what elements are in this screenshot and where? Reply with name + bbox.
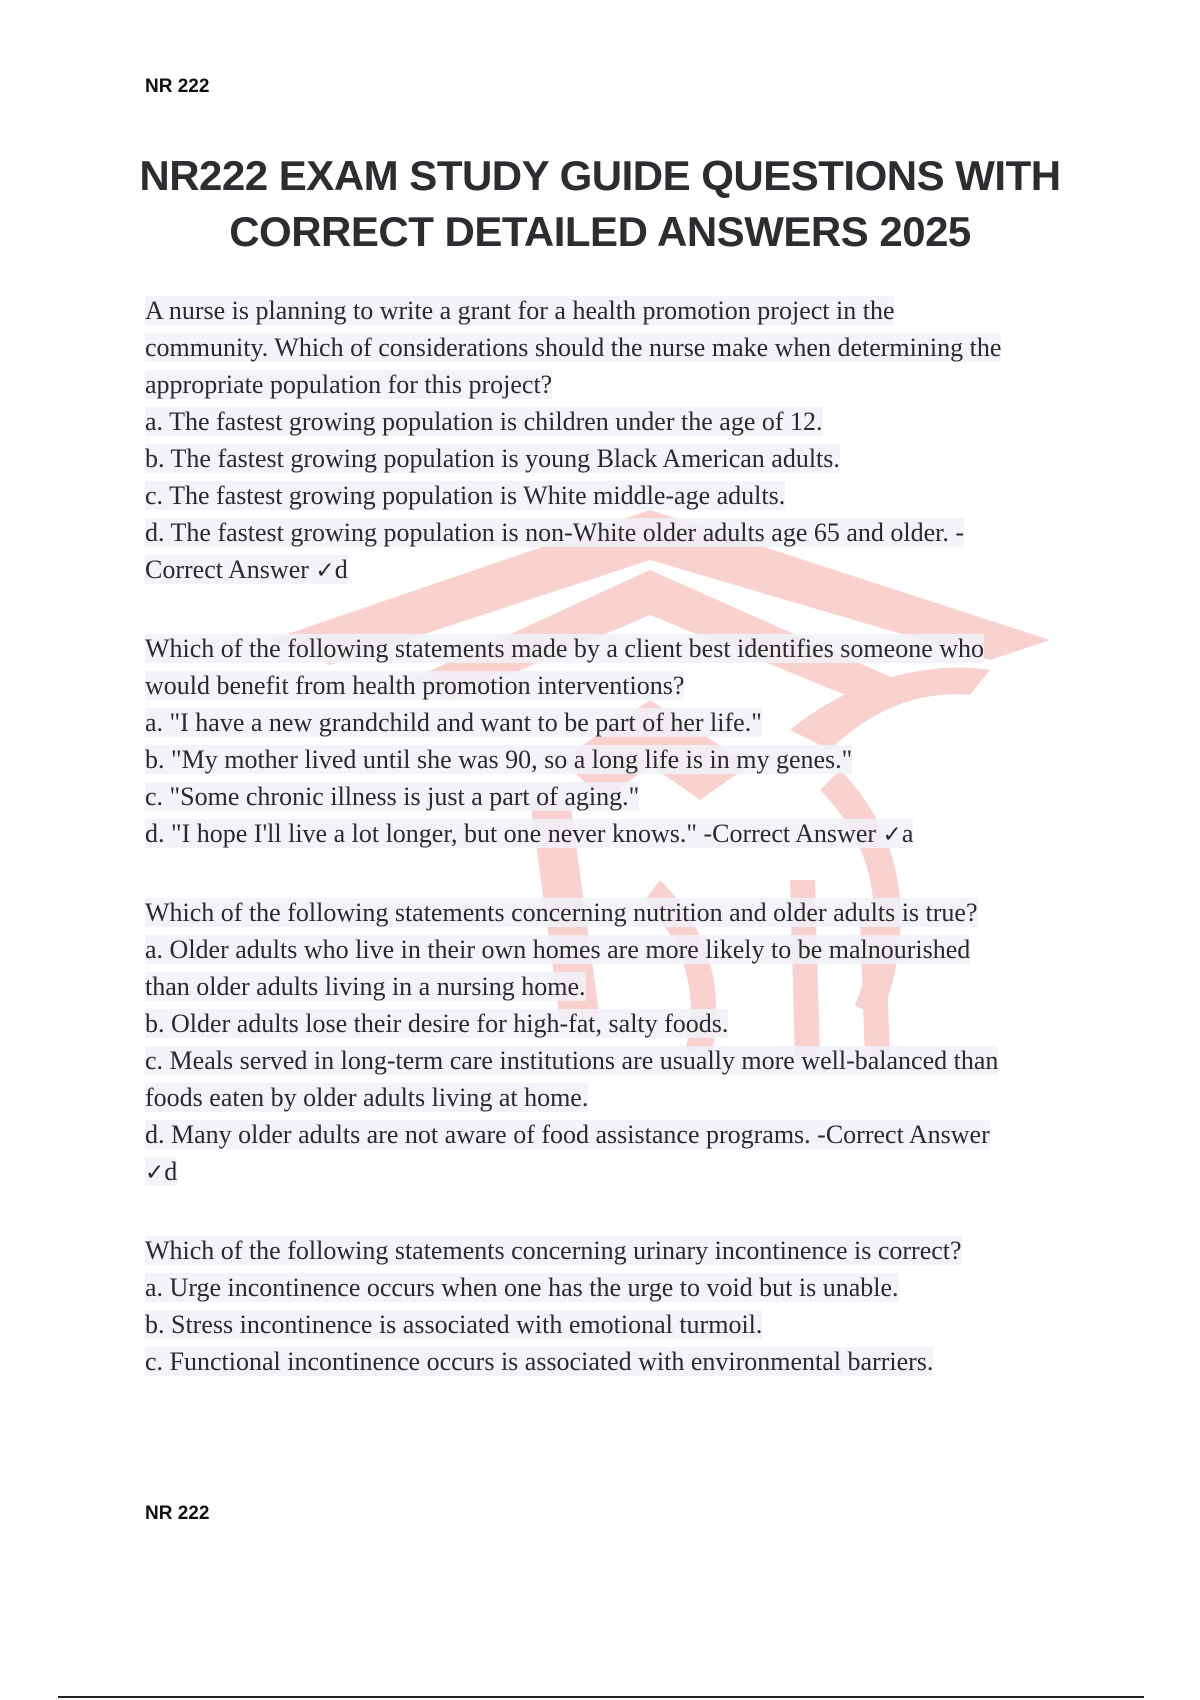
- answer-option: [145, 704, 1085, 741]
- correct-answer-value: d: [164, 1157, 178, 1186]
- question-stem-text: appropriate population for this project?: [145, 370, 553, 399]
- answer-option-text: a. "I have a new grandchild and want to be part of her life.": [145, 708, 762, 737]
- answer-option: [145, 1343, 1085, 1380]
- question-stem-line: [145, 329, 1085, 366]
- question-stem-text: Which of the following statements made by a client best identifies someone who: [145, 634, 985, 663]
- question-2: [145, 630, 1085, 854]
- answer-option-text: b. "My mother lived until she was 90, so a long life is in my genes.": [145, 745, 853, 774]
- answer-option-text: c. Meals served in long-term care institutions are usually more well-balanced than: [145, 1046, 999, 1075]
- correct-answer-line: [145, 551, 1085, 590]
- check-icon: ✓: [315, 558, 335, 584]
- answer-option-text: c. The fastest growing population is White middle-age adults.: [145, 481, 786, 510]
- question-stem-text: would benefit from health promotion interventions?: [145, 671, 685, 700]
- answer-option: [145, 931, 1085, 968]
- question-stem-line: [145, 1232, 1085, 1269]
- question-stem-line: [145, 630, 1085, 667]
- page-bottom-rule: [58, 1696, 1144, 1698]
- answer-option-text: c. Functional incontinence occurs is associated with environmental barriers.: [145, 1347, 934, 1376]
- correct-answer-label: Correct Answer: [145, 555, 309, 584]
- questions-list: [145, 292, 1085, 1420]
- question-3: [145, 894, 1085, 1192]
- answer-option: [145, 1306, 1085, 1343]
- question-1: [145, 292, 1085, 590]
- answer-option-text: b. Stress incontinence is associated with emotional turmoil.: [145, 1310, 763, 1339]
- answer-option-text: a. Older adults who live in their own homes are more likely to be malnourished: [145, 935, 971, 964]
- correct-answer-line: [145, 1153, 1085, 1192]
- answer-option: [145, 403, 1085, 440]
- answer-option: [145, 1005, 1085, 1042]
- answer-option-text: than older adults living in a nursing home.: [145, 972, 586, 1001]
- question-stem-text: community. Which of considerations should the nurse make when determining the: [145, 333, 1002, 362]
- header-course-label: NR 222: [145, 76, 210, 97]
- question-stem-line: [145, 292, 1085, 329]
- question-4: [145, 1232, 1085, 1380]
- answer-option: [145, 815, 1085, 854]
- answer-option: [145, 1269, 1085, 1306]
- question-stem-text: A nurse is planning to write a grant for a health promotion project in the: [145, 296, 895, 325]
- answer-option-text: b. Older adults lose their desire for high-fat, salty foods.: [145, 1009, 729, 1038]
- correct-answer-value: d: [334, 555, 348, 584]
- answer-option: [145, 741, 1085, 778]
- page-title: [100, 148, 1100, 260]
- answer-option: [145, 440, 1085, 477]
- question-stem-line: [145, 894, 1085, 931]
- answer-option: [145, 1079, 1085, 1116]
- title-line-1: NR222 EXAM STUDY GUIDE QUESTIONS WITH: [139, 152, 1061, 199]
- question-stem-text: Which of the following statements concerning urinary incontinence is correct?: [145, 1236, 962, 1265]
- answer-option: [145, 778, 1085, 815]
- title-line-2: CORRECT DETAILED ANSWERS 2025: [229, 208, 971, 255]
- answer-option-text: d. "I hope I'll live a lot longer, but one never knows." -Correct Answer: [145, 819, 877, 848]
- answer-option-text: c. "Some chronic illness is just a part of aging.": [145, 782, 640, 811]
- answer-option: [145, 1116, 1085, 1153]
- answer-option: [145, 477, 1085, 514]
- answer-option-text: a. The fastest growing population is children under the age of 12.: [145, 407, 823, 436]
- question-stem-line: [145, 667, 1085, 704]
- question-stem-line: [145, 366, 1085, 403]
- answer-option-text: foods eaten by older adults living at home.: [145, 1083, 589, 1112]
- check-icon: ✓: [882, 822, 902, 848]
- check-icon: ✓: [145, 1160, 165, 1186]
- correct-answer-value: a: [901, 819, 914, 848]
- answer-option-text: a. Urge incontinence occurs when one has the urge to void but is unable.: [145, 1273, 899, 1302]
- answer-option-text: b. The fastest growing population is young Black American adults.: [145, 444, 840, 473]
- footer-course-label: NR 222: [145, 1503, 210, 1524]
- answer-option: [145, 1042, 1085, 1079]
- answer-option: [145, 514, 1085, 551]
- answer-option-text: d. Many older adults are not aware of food assistance programs. -Correct Answer: [145, 1120, 990, 1149]
- question-stem-text: Which of the following statements concerning nutrition and older adults is true?: [145, 898, 978, 927]
- answer-option: [145, 968, 1085, 1005]
- answer-option-text: d. The fastest growing population is non-White older adults age 65 and older. -: [145, 518, 965, 547]
